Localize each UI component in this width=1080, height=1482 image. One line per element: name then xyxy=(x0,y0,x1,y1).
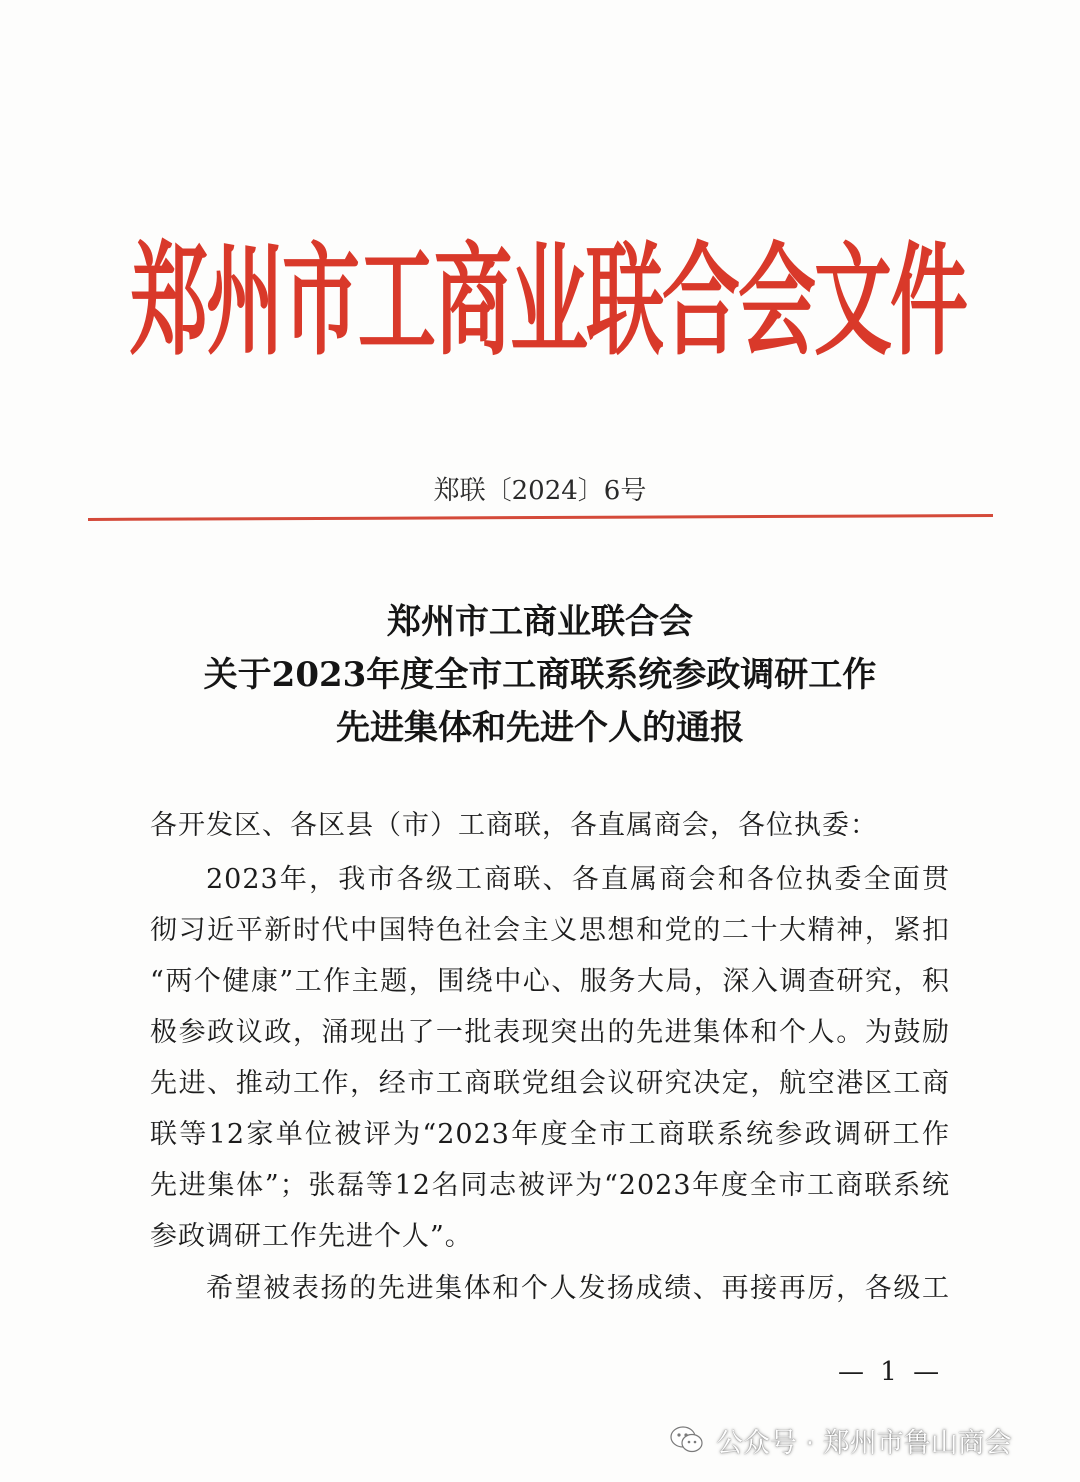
body-line: 参政调研工作先进个人”。 xyxy=(150,1221,473,1252)
body-line: 联等12家单位被评为“2023年度全市工商联系统参政调研工作 xyxy=(150,1119,950,1150)
red-divider-line xyxy=(88,514,993,521)
page-number: — 1 — xyxy=(838,1357,944,1387)
salutation: 各开发区、各区县（市）工商联，各直属商会，各位执委： xyxy=(150,810,878,841)
body-line: 彻习近平新时代中国特色社会主义思想和党的二十大精神，紧扣 xyxy=(150,915,950,946)
title-line-2: 关于2023年度全市工商联系统参政调研工作 xyxy=(203,655,877,695)
watermark-text: 公众号 · 郑州市鲁山商会 xyxy=(716,1427,1012,1459)
title-line-1: 郑州市工商业联合会 xyxy=(387,602,693,642)
document-header-title: 郑州市工商业联合会文件 xyxy=(130,232,967,373)
body-line: 先进、推动工作，经市工商联党组会议研究决定，航空港区工商 xyxy=(150,1068,950,1099)
title-line-3: 先进集体和先进个人的通报 xyxy=(336,708,744,748)
body-line: “两个健康”工作主题，围绕中心、服务大局，深入调查研究，积 xyxy=(150,966,950,997)
body-line: 2023年，我市各级工商联、各直属商会和各位执委全面贯 xyxy=(206,864,950,895)
document-number: 郑联〔2024〕6号 xyxy=(433,476,647,506)
body-line: 希望被表扬的先进集体和个人发扬成绩、再接再厉，各级工 xyxy=(206,1273,950,1304)
body-line: 先进集体”；张磊等12名同志被评为“2023年度全市工商联系统 xyxy=(150,1170,950,1201)
notice-title xyxy=(0,596,1080,755)
wechat-icon xyxy=(670,1425,704,1455)
body-line: 极参政议政，涌现出了一批表现突出的先进集体和个人。为鼓励 xyxy=(150,1017,950,1048)
account-watermark xyxy=(670,1418,1012,1462)
